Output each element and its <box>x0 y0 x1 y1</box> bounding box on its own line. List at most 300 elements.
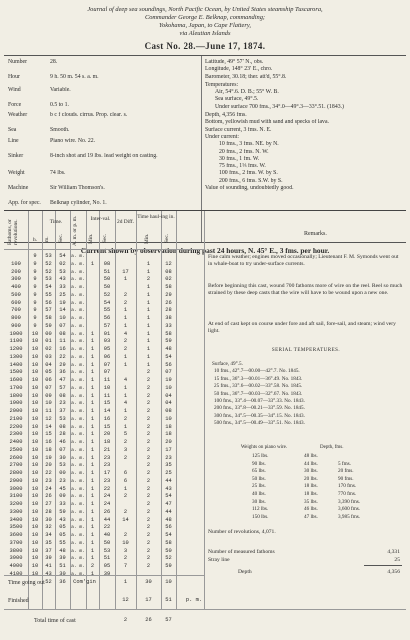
table-row <box>4 377 204 385</box>
table-row <box>4 478 204 486</box>
meta-value: Variable. <box>50 86 71 93</box>
cell-second: 30 <box>59 454 66 461</box>
cell-am-pm: a. m. <box>71 409 85 414</box>
cell-interval-sec: 10 <box>103 384 111 391</box>
cell-interval-sec: 50 <box>103 539 111 546</box>
cell-second-diff: 2 <box>123 439 128 445</box>
meta-line: Depth, 4,356 fms. <box>205 112 247 119</box>
time-going-out-value: 36 <box>59 579 66 585</box>
cell-minute: 18 <box>45 446 52 453</box>
cell-hauling-sec: 19 <box>165 377 172 383</box>
meta-label: Wind <box>8 86 21 93</box>
cell-fathoms: 2700 <box>9 462 23 469</box>
table-row <box>4 346 204 354</box>
table-row <box>4 563 204 571</box>
cell-fathoms: 800 <box>11 315 21 321</box>
cell-interval-sec: 44 <box>103 516 111 523</box>
finished-value: 17 <box>145 597 152 603</box>
cell-interval-min: 1 <box>90 555 95 562</box>
cell-second: 43 <box>59 276 66 283</box>
cell-second-diff: 14 <box>122 516 129 523</box>
cell-interval-min: 1 <box>90 485 95 492</box>
cell-hauling-min: 1 <box>146 291 151 298</box>
cell-interval-min: 1 <box>90 338 95 345</box>
cell-hour: 10 <box>31 361 39 368</box>
meta-line: 20 fms., 2 fms. N. W. <box>219 148 269 155</box>
stray-label: Stray line <box>208 557 230 563</box>
meta-row <box>8 200 198 207</box>
cell-hour: 10 <box>31 493 39 500</box>
cell-minute: 01 <box>45 338 52 345</box>
cell-am-pm: a. m. <box>71 300 85 306</box>
cell-hauling-sec: 33 <box>165 322 172 329</box>
cell-fathoms: 2600 <box>9 454 23 461</box>
cell-minute: 59 <box>45 322 52 329</box>
cell-hauling-min: 2 <box>146 563 151 569</box>
serial-temperature-row: 100 fms., 33°.4—00.07—33°.33. No. 1843. <box>214 398 305 405</box>
table-row <box>4 338 204 346</box>
cell-minute: 30 <box>45 516 52 523</box>
cell-hauling-sec: 56 <box>165 524 172 531</box>
weight-piano: 150 lbs. <box>252 513 269 520</box>
serial-temperature-row: 25 fms., 33°.6—00.02—33°.58. No. 1845. <box>214 383 303 390</box>
cell-second: 19 <box>59 299 66 306</box>
cell-second-diff: 7 <box>123 563 128 569</box>
cell-minute: 03 <box>45 353 52 360</box>
table-row <box>4 501 204 509</box>
cell-hauling-sec: 08 <box>165 268 172 275</box>
cell-interval-min: 1 <box>90 470 95 476</box>
table-row <box>4 447 204 455</box>
meta-value: Smooth. <box>50 127 70 134</box>
meta-label: Sea <box>8 127 17 134</box>
header-line-1: Journal of deep sea soundings, North Pacific Ocean, by United States steamship Tuscarora, <box>87 6 323 13</box>
meta-line: Latitude, 49° 57′ N., obs. <box>205 59 264 65</box>
cell-hauling-min: 2 <box>146 454 151 461</box>
cell-minute: 43 <box>45 570 52 577</box>
cell-interval-min: 1 <box>90 454 95 461</box>
cell-interval-sec: 51 <box>103 555 111 562</box>
cell-second-diff: 2 <box>123 493 128 500</box>
cell-fathoms: 1800 <box>9 392 23 399</box>
cell-second: 10 <box>59 315 66 321</box>
weight-piano: 112 lbs. <box>252 506 269 513</box>
weights-heading-a: Weights on piano wire. <box>240 445 288 450</box>
cell-hour: 10 <box>31 508 39 515</box>
cell-interval-min: 1 <box>90 330 95 337</box>
cell-second-diff: 10 <box>122 539 129 546</box>
cell-second: 46 <box>59 439 66 445</box>
cell-fathoms: 2900 <box>9 477 23 484</box>
cell-second: 28 <box>59 431 66 438</box>
time-going-out-value: 10 <box>165 579 172 585</box>
cell-am-pm: a. m. <box>71 261 85 267</box>
cell-second-diff: 2 <box>123 508 128 515</box>
cell-hour: 9 <box>33 276 37 283</box>
stray-line <box>208 557 404 564</box>
cell-fathoms: 100 <box>11 260 21 267</box>
weight-depth: 170 fms. <box>338 483 357 490</box>
weight-other: 20 lbs. <box>304 475 318 482</box>
cell-hour: 10 <box>31 532 39 538</box>
serial-temperature-row: 300 fms., 34°.5—00.35—34°.15. No. 1843. <box>214 412 305 419</box>
cell-interval-sec: 01 <box>103 330 111 337</box>
meta-line: Barometer, 30.18; ther. att'd, 55°.8. <box>205 73 287 80</box>
cell-interval-min: 1 <box>90 353 95 360</box>
col-interval-sec-header: Sec. <box>102 233 108 243</box>
cell-hour: 10 <box>31 477 39 484</box>
serial-temperature-row: 200 fms., 33°.8—00.21—33°.59. No. 1845. <box>214 405 305 412</box>
cell-second: 07 <box>59 322 66 329</box>
cell-am-pm: a. m. <box>71 548 85 554</box>
time-going-out-value: 30 <box>145 579 152 585</box>
remarks-para-3: At end of cast kept on course under fore and aft sail, fore-sail, and steam; wind very light. <box>208 321 396 334</box>
cell-am-pm: a. m. <box>71 401 85 407</box>
measured-label: Number of measured fathoms <box>208 549 275 555</box>
cell-hauling-sec: 58 <box>165 330 172 337</box>
cell-hauling-sec: 26 <box>165 299 172 306</box>
cell-fathoms: 2300 <box>9 431 23 438</box>
cell-hauling-min: 2 <box>146 439 151 445</box>
weight-piano: 65 lbs. <box>252 468 266 475</box>
weight-other: 44 lbs. <box>304 460 318 467</box>
cell-hauling-sec: 44 <box>165 508 172 515</box>
cell-hauling-min: 1 <box>146 260 151 267</box>
weight-depth: 3,600 fms. <box>338 506 361 513</box>
meta-line: Air, 54°.6. D. B.; 55° W. B. <box>215 89 279 96</box>
meta-line: Value of sounding, undoubtedly good. <box>205 185 294 192</box>
table-row <box>4 292 204 300</box>
table-row <box>4 493 204 501</box>
cell-am-pm: a. m. <box>71 478 85 484</box>
cell-second: 14 <box>59 307 66 314</box>
weights-row <box>208 499 404 507</box>
cell-second-diff: 1 <box>123 384 128 391</box>
header-line-3: Yokohama, Japan, to Cape Flattery, <box>159 22 251 29</box>
table-row <box>4 261 204 269</box>
weight-piano: 30 lbs. <box>252 498 266 505</box>
cell-second: 23 <box>59 477 66 484</box>
grid-line <box>204 211 205 609</box>
cell-am-pm: a. m. <box>71 556 85 562</box>
cell-interval-sec: 22 <box>103 485 111 492</box>
weights-row <box>208 506 404 514</box>
cell-fathoms: 2100 <box>9 415 23 422</box>
cell-hour: 9 <box>33 284 37 290</box>
cell-am-pm: a. m. <box>71 440 85 445</box>
meta-line: Sea surface, 49°.5. <box>215 96 259 103</box>
cell-hauling-min: 2 <box>146 547 151 554</box>
cell-interval-sec: 50 <box>103 276 111 283</box>
cell-fathoms: 3600 <box>9 532 23 538</box>
cell-hauling-min: 2 <box>146 470 151 476</box>
table-row <box>4 331 204 339</box>
cell-interval-min: 1 <box>90 384 95 391</box>
cell-interval-sec: 06 <box>103 353 111 360</box>
cell-interval-sec: 20 <box>103 431 111 438</box>
weights-row <box>208 483 404 491</box>
meta-line: 100 fms., 2 fms. W. by S. <box>219 170 278 177</box>
weights-row <box>208 453 404 461</box>
table-row <box>4 385 204 393</box>
cell-minute: 53 <box>45 276 52 283</box>
cell-hour: 10 <box>31 400 39 407</box>
cell-second: 11 <box>59 338 66 345</box>
cell-am-pm: a. m. <box>71 331 85 337</box>
cell-interval-sec: 26 <box>103 508 111 515</box>
cell-hauling-sec: 10 <box>165 415 172 422</box>
cell-hour: 9 <box>33 291 37 298</box>
cell-hour: 10 <box>31 524 39 531</box>
cell-hauling-min: 2 <box>146 431 151 438</box>
sum-rule <box>364 565 402 566</box>
cell-fathoms: 2200 <box>9 423 23 430</box>
cell-second: 25 <box>59 291 66 298</box>
weights-heading <box>208 445 404 452</box>
cell-am-pm: a. m. <box>71 432 85 438</box>
table-row <box>4 424 204 432</box>
cell-fathoms: 1500 <box>9 369 23 376</box>
cell-interval-sec: 11 <box>103 377 111 383</box>
cell-minute: 10 <box>45 400 52 407</box>
cell-second: 51 <box>59 563 66 569</box>
cell-second-diff: 1 <box>123 408 128 414</box>
cell-interval-sec: 11 <box>103 392 111 399</box>
cell-am-pm: a. m. <box>71 447 85 453</box>
cell-am-pm: a. m. <box>71 502 85 507</box>
cell-hauling-sec: 08 <box>165 408 172 414</box>
cell-interval-min: 1 <box>90 377 95 383</box>
cell-minute: 04 <box>45 361 52 368</box>
cell-minute: 58 <box>45 315 52 321</box>
cell-hauling-sec: 35 <box>165 462 172 469</box>
cell-interval-min: 1 <box>90 508 95 515</box>
cell-am-pm: a. m. <box>71 362 85 368</box>
cell-hauling-min: 1 <box>146 353 151 360</box>
table-row <box>4 369 204 377</box>
cell-second-diff: 1 <box>123 315 128 321</box>
cell-second: 09 <box>59 493 66 500</box>
col-sec-header: Sec. <box>58 233 64 243</box>
revolutions-count: Number of revolutions, 4,071. <box>208 529 276 535</box>
cell-hauling-min: 2 <box>146 369 151 376</box>
remarks-para-2: Before beginning this cast, wound 700 fathoms more of wire on the reel. Reel so much strained by these deep casts that the wire will have to be wound upon a new one. <box>208 283 403 296</box>
cell-interval-sec: 40 <box>103 532 111 538</box>
meta-line: 75 fms., 1⅓ fms. W. <box>219 163 266 170</box>
meta-label: Force <box>8 101 22 108</box>
weights-row <box>208 461 404 469</box>
cell-fathoms: 1200 <box>9 346 23 352</box>
cell-minute: 57 <box>45 307 52 314</box>
weight-other: 35 lbs. <box>304 498 318 505</box>
meta-line: Bottom, yellowish mud with sand and specks of lava. <box>205 119 329 126</box>
cell-hauling-sec: 59 <box>165 338 172 345</box>
cell-second: 54 <box>59 253 66 259</box>
depth-label: Depth <box>238 569 252 575</box>
cell-fathoms: 1300 <box>9 353 23 360</box>
cell-minute: 37 <box>45 547 52 554</box>
cell-fathoms: 1600 <box>9 377 23 383</box>
cell-hauling-sec: 04 <box>165 392 172 399</box>
cell-hauling-sec: 47 <box>165 501 172 507</box>
weight-piano: 25 lbs. <box>252 483 266 490</box>
cell-second-diff: 1 <box>123 276 128 283</box>
cell-fathoms: 2800 <box>9 470 23 476</box>
cell-minute: 53 <box>45 253 52 259</box>
cell-minute: 41 <box>45 563 52 569</box>
cell-second: 53 <box>59 462 66 469</box>
cell-hauling-min: 2 <box>146 485 151 492</box>
cell-hauling-min: 2 <box>146 524 151 531</box>
cell-am-pm: a. m. <box>71 455 85 461</box>
total-time-row <box>4 617 204 625</box>
table-row <box>4 253 204 261</box>
cell-hauling-sec: 20 <box>165 439 172 445</box>
cell-second: 08 <box>59 330 66 337</box>
weights-row <box>208 514 404 522</box>
serial-temperature-row: 10 fms., 42°.7—00.00—42°.7. No. 1845. <box>214 368 300 375</box>
finished-value: 12 <box>122 597 129 603</box>
cell-minute: 34 <box>45 532 52 538</box>
cell-hauling-sec: 04 <box>165 400 172 407</box>
table-row <box>4 431 204 439</box>
cell-minute: 32 <box>45 524 52 531</box>
cell-hauling-min: 1 <box>146 361 151 368</box>
table-row <box>4 455 204 463</box>
weight-depth: 20 fms. <box>338 468 354 475</box>
cell-interval-sec: 03 <box>103 338 111 345</box>
cell-minute: 27 <box>45 501 52 507</box>
cell-interval-sec: 05 <box>103 563 111 569</box>
col-diff-header: 2d Diff. <box>117 219 134 225</box>
cell-hauling-sec: 18 <box>165 431 172 438</box>
cell-minute: 02 <box>45 346 52 352</box>
cell-hour: 10 <box>31 431 39 438</box>
cell-minute: 14 <box>45 423 52 430</box>
soundings-table <box>4 210 406 637</box>
cell-hauling-min: 2 <box>146 400 151 407</box>
cell-hauling-sec: 48 <box>165 516 172 523</box>
cell-second: 59 <box>59 508 66 515</box>
cell-second: 53 <box>59 415 66 422</box>
cell-hauling-min: 2 <box>146 516 151 523</box>
current-observation: Current shown by observation during past 24 hours, N. 45° E., 3 fms. per hour. <box>80 246 330 255</box>
meta-label: Weather <box>8 112 28 119</box>
cell-fathoms: 3400 <box>9 516 23 523</box>
cell-fathoms: 3100 <box>9 493 23 500</box>
time-going-out-label: Time going out <box>8 580 45 586</box>
weights-row <box>208 491 404 499</box>
cell-am-pm: a. m. <box>71 354 85 360</box>
weight-other: 46 lbs. <box>304 506 318 513</box>
meta-line: Temperatures: <box>205 81 239 88</box>
cell-interval-min: 1 <box>90 260 95 267</box>
finished-row <box>4 597 214 605</box>
cell-minute: 52 <box>45 268 52 275</box>
weight-piano: 125 lbs. <box>252 453 269 459</box>
cell-hour: 10 <box>31 516 39 523</box>
meta-value: 8-inch shot and 19 lbs. lead weight on casting. <box>50 152 158 159</box>
cell-hauling-min: 1 <box>146 315 151 321</box>
cell-hour: 9 <box>33 268 37 275</box>
col-hauling-header: Time haul-ing in. <box>137 214 175 220</box>
footer-rule <box>4 575 204 576</box>
cell-second-diff: 6 <box>123 470 128 476</box>
serial-temperatures <box>208 361 404 428</box>
cell-interval-min: 1 <box>90 439 95 445</box>
cell-hour: 10 <box>31 423 39 430</box>
cell-interval-min: 1 <box>90 539 95 546</box>
cell-interval-sec: 15 <box>103 400 111 407</box>
time-going-out-value: Com'gin <box>73 579 96 585</box>
cell-fathoms: 2400 <box>9 439 23 445</box>
meta-row <box>8 153 198 160</box>
cell-second: 08 <box>59 423 66 430</box>
col-interval-header: Inter-val. <box>90 216 111 222</box>
cell-fathoms: 3800 <box>9 547 23 554</box>
cell-interval-min: 1 <box>90 524 95 531</box>
weight-other: 47 lbs. <box>304 513 318 520</box>
table-row <box>4 323 204 331</box>
cell-hauling-sec: 43 <box>165 485 172 492</box>
cell-hour: 10 <box>31 377 39 383</box>
finished-label: Finished <box>8 598 29 604</box>
cell-second-diff: 2 <box>123 555 128 562</box>
cell-interval-sec: 24 <box>103 501 111 507</box>
cell-am-pm: a. m. <box>71 571 85 577</box>
cell-hauling-sec: 28 <box>165 307 172 314</box>
table-row <box>4 509 204 517</box>
cell-second: 53 <box>59 268 66 275</box>
cell-am-pm: a. m. <box>71 494 85 500</box>
cell-interval-sec: 52 <box>103 291 111 298</box>
cell-second-diff: 1 <box>123 353 128 360</box>
cell-hauling-sec: 29 <box>165 291 172 298</box>
table-row <box>4 276 204 284</box>
cell-interval-min: 1 <box>90 462 95 469</box>
cell-hour: 10 <box>31 485 39 492</box>
cell-interval-min: 1 <box>90 570 95 577</box>
cell-hauling-sec: 59 <box>165 563 172 569</box>
cell-hour: 9 <box>33 315 37 321</box>
finished-value: p. m. <box>185 597 203 603</box>
cell-minute: 28 <box>45 508 52 515</box>
cell-interval-min: 1 <box>90 361 95 368</box>
header-line-4: via Aleutian Islands <box>179 30 231 37</box>
cell-second: 30 <box>59 570 66 577</box>
meta-line: Under current: <box>205 133 239 140</box>
cell-hauling-min: 2 <box>146 493 151 500</box>
cell-hour: 10 <box>31 470 39 476</box>
cell-hauling-sec: 54 <box>165 353 172 360</box>
time-going-out-value: 52 <box>45 579 52 585</box>
cell-hauling-min: 2 <box>146 276 151 283</box>
cell-interval-sec: 22 <box>103 524 111 531</box>
cell-fathoms: 1000 <box>9 330 23 337</box>
table-row <box>4 439 204 447</box>
cell-am-pm: a. m. <box>71 540 85 546</box>
cell-minute: 56 <box>45 299 52 306</box>
time-going-out-row <box>4 579 204 587</box>
journal-header <box>4 6 406 38</box>
cell-am-pm: a. m. <box>71 339 85 345</box>
total-time-label: Total time of cast <box>34 618 76 624</box>
cell-hauling-sec: 02 <box>165 276 172 283</box>
cell-second: 02 <box>59 260 66 267</box>
cell-interval-sec: 07 <box>103 361 111 368</box>
cell-interval-min: 1 <box>90 392 95 399</box>
cell-second: 23 <box>59 400 66 407</box>
